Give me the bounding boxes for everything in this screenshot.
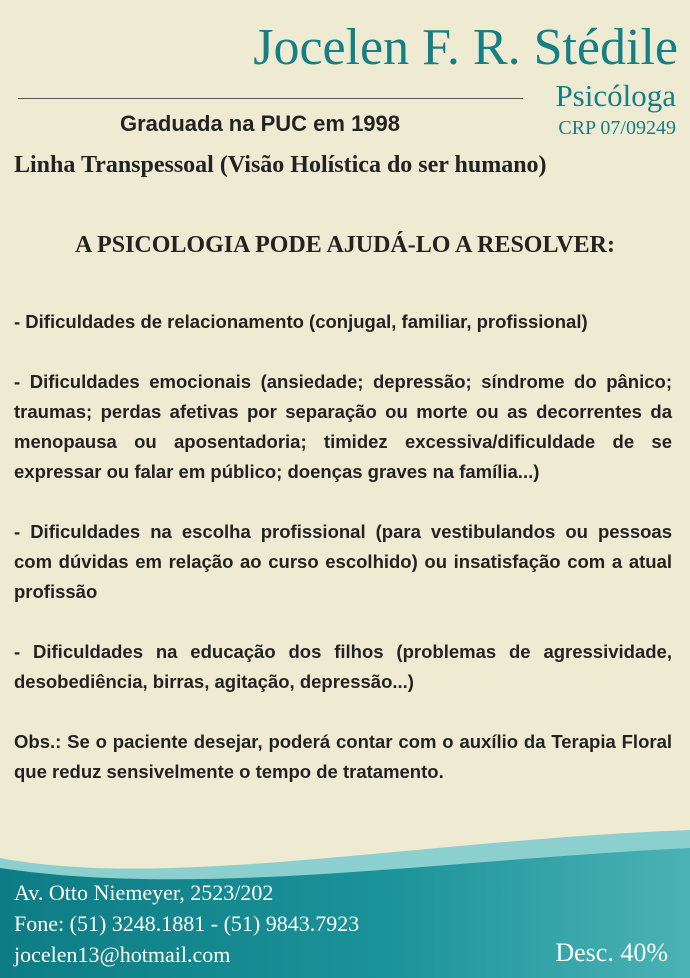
profession-title: Psicóloga [555,78,676,113]
service-item-children: - Dificuldades na educação dos filhos (problemas de agressividade, desobediência, birras, agitação, depressão...) [14,641,672,692]
graduation-line: Graduada na PUC em 1998 [120,111,401,136]
discount-badge: Desc. 40% [555,938,668,967]
service-item-emotional: - Dificuldades emocionais (ansiedade; depressão; síndrome do pânico; traumas; perdas afetivas por separação ou morte ou as decorrentes da menopausa ou aposentadoria; timidez excessiva/dificuldade de se expressar ou falar em público; doenças graves na família...) [14,371,672,482]
approach-line: Linha Transpessoal (Visão Holística do ser humano) [14,152,547,178]
service-item-career: - Dificuldades na escolha profissional (para vestibulandos ou pessoas com dúvidas em relação ao curso escolhido) ou insatisfação com a atual profissão [14,521,672,602]
floral-therapy-note: Obs.: Se o paciente desejar, poderá contar com o auxílio da Terapia Floral que reduz sensivelmente o tempo de tratamento. [14,731,672,782]
phone-line: Fone: (51) 3248.1881 - (51) 9843.7923 [14,911,360,936]
service-item-relationships: - Dificuldades de relacionamento (conjugal, familiar, profissional) [14,311,588,332]
services-heading: A PSICOLOGIA PODE AJUDÁ-LO A RESOLVER: [75,232,615,258]
header-divider [18,98,523,99]
contact-block [14,877,359,970]
psychologist-name: Jocelen F. R. Stédile [253,19,678,76]
crp-registration: CRP 07/09249 [558,117,676,139]
services-list [14,307,672,817]
email-line: jocelen13@hotmail.com [14,942,231,967]
address-line: Av. Otto Niemeyer, 2523/202 [14,880,274,905]
